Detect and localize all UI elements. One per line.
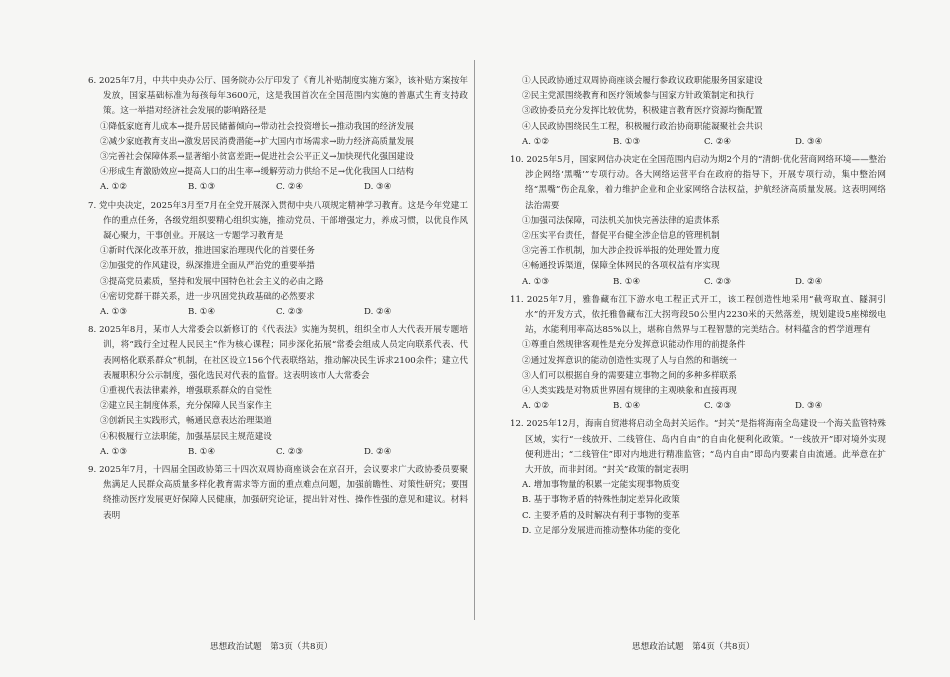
choice: D. ②④ bbox=[364, 307, 392, 318]
statement-item: ③创新民主实践形式，畅通民意表达治理渠道 bbox=[100, 416, 272, 427]
statement-item: ①人民政协通过双周协商座谈会履行参政议政职能服务国家建设 bbox=[522, 76, 763, 86]
answer-option: D. 立足部分发展进而推动整体功能的变化 bbox=[522, 525, 681, 536]
choice: D. ③④ bbox=[795, 401, 823, 412]
choice: C. ②④ bbox=[276, 182, 304, 193]
choice: C. ②③ bbox=[276, 307, 304, 318]
page-footer-right: 思想政治试题 第4页（共8页） bbox=[632, 642, 755, 652]
statement-item: ①降低家庭育儿成本→提升居民储蓄倾向→带动社会投资增长→推动我国的经济发展 bbox=[100, 121, 414, 132]
statement-item: ①加强司法保障，司法机关加快完善法律的追责体系 bbox=[522, 215, 720, 226]
statement-item: ③完善工作机制，加大涉企投诉举报的处理处置力度 bbox=[522, 246, 720, 257]
choice: D. ②④ bbox=[364, 446, 392, 457]
answer-option: B. 基于事物矛盾的特殊性制定差异化政策 bbox=[522, 495, 680, 506]
statement-item: ③政协委员充分发挥比较优势，积极建言教育医疗资源均衡配置 bbox=[522, 106, 763, 117]
question-6 bbox=[88, 74, 468, 196]
question-stem: 8. 2025年8月，某市人大常委会以新修订的《代表法》实施为契机，组织全市人大代表开展专题培训，将“践行全过程人民民主”作为核心课程；同步深化拓展“常委会组成人员定向联系代表、代表网格化联系群众”机制，在社区设立156个代表联络站，推动解决民生诉求2100余件；建立代表履职积分公示制度，强化选民对代表的监督。这表明该市人大常委会 bbox=[88, 325, 468, 381]
choice: D. ③④ bbox=[795, 136, 823, 147]
choice: B. ①④ bbox=[613, 401, 641, 412]
question-10 bbox=[510, 153, 886, 290]
choice: A. ①② bbox=[522, 136, 550, 147]
page-footer-left: 思想政治试题 第3页（共8页） bbox=[210, 642, 333, 652]
choice: C. ②④ bbox=[704, 136, 732, 147]
choice: B. ①④ bbox=[188, 446, 216, 457]
choice: B. ①③ bbox=[613, 136, 641, 147]
statement-item: ②建立民主制度体系，充分保障人民当家作主 bbox=[100, 401, 272, 412]
choice: A. ①② bbox=[100, 182, 128, 193]
right-column bbox=[510, 74, 886, 541]
choice: A. ①③ bbox=[100, 446, 128, 457]
statement-item: ①新时代深化改革开放，推进国家治理现代化的首要任务 bbox=[100, 246, 315, 257]
statement-item: ②减少家庭教育支出→激发居民消费潜能→扩大国内市场需求→助力经济高质量发展 bbox=[100, 136, 414, 147]
choice: C. ②③ bbox=[276, 446, 304, 457]
question-stem: 6. 2025年7月，中共中央办公厅、国务院办公厅印发了《育儿补贴制度实施方案》，该补贴方案按年发放，国家基础标准为每孩每年3600元，这是我国首次在全国范围内实施的普惠式生育支持政策。这一举措对经济社会发展的影响路径是 bbox=[88, 76, 468, 117]
question-12 bbox=[510, 417, 886, 539]
answer-choices bbox=[88, 445, 468, 460]
statement-item: ④积极履行立法职能，加强基层民主规范建设 bbox=[100, 431, 272, 442]
statement-item: ②压实平台责任，督促平台健全涉企信息的管理机制 bbox=[522, 231, 720, 242]
choice: C. ②③ bbox=[704, 401, 732, 412]
choice: C. ②③ bbox=[704, 276, 732, 287]
answer-choices bbox=[510, 275, 886, 290]
statement-item: ④畅通投诉渠道，保障全体网民的各项权益有序实现 bbox=[522, 261, 720, 272]
question-9 bbox=[88, 463, 468, 524]
statement-item: ④密切党群干群关系，进一步巩固党执政基础的必然要求 bbox=[100, 291, 315, 302]
choice: A. ①③ bbox=[100, 307, 128, 318]
choice: D. ③④ bbox=[364, 182, 392, 193]
question-stem: 10. 2025年5月，国家网信办决定在全国范围内启动为期2个月的“清朗·优化营商网络环境——整治涉企网络‘黑嘴’”专项行动。各大网络运营平台在政府的指导下，开展专项行动，集中整治网络“黑嘴”伤企乱象，着力维护企业和企业家网络合法权益，护航经济高质量发展。这表明网络法治需要 bbox=[510, 155, 886, 211]
statement-item: ④人民政协围绕民生工程，积极履行政治协商职能凝聚社会共识 bbox=[522, 121, 763, 132]
answer-option: A. 增加事物量的积累一定能实现事物质变 bbox=[522, 480, 680, 491]
statement-item: ④形成生育激励效应→提高人口的出生率→缓解劳动力供给不足→优化我国人口结构 bbox=[100, 167, 414, 178]
answer-option: C. 主要矛盾的及时解决有利于事物的变革 bbox=[522, 510, 680, 521]
column-divider bbox=[474, 60, 475, 620]
statement-item: ①尊重自然规律客观性是充分发挥意识能动作用的前提条件 bbox=[522, 340, 746, 351]
choice: A. ①③ bbox=[522, 276, 550, 287]
statement-item: ②民主党派围绕教育和医疗领域参与国家方针政策制定和执行 bbox=[522, 91, 755, 102]
question-stem: 12. 2025年12月，海南自贸港将启动全岛封关运作。“封关”是指将海南全岛建设一个海关监管特殊区域，实行“一线放开、二线管住、岛内自由”的自由化便利化政策。“一线放开”即对境外实现便利进出；“二线管住”即对内地进行精准监管；“岛内自由”即岛内要素自由流通。此举意在扩大开放，而非封闭。“封关”政策的制定表明 bbox=[510, 419, 886, 476]
answer-choices bbox=[88, 305, 468, 320]
answer-choices bbox=[510, 399, 886, 414]
question-stem: 9. 2025年7月，十四届全国政协第三十四次双周协商座谈会在京召开，会议要求广大政协委员要聚焦满足人民群众高质量多样化教育需求等方面的重点难点问题，加强前瞻性、对策性研究；要围绕推动医疗发展更好保障人民健康，加强研究论证，提出针对性、操作性强的意见和建议。材料表明 bbox=[88, 465, 468, 521]
answer-choices bbox=[510, 135, 886, 150]
question-7 bbox=[88, 199, 468, 321]
statement-item: ③人们可以根据自身的需要建立事物之间的多种多样联系 bbox=[522, 370, 737, 381]
choice: D. ②④ bbox=[795, 276, 823, 287]
question-8 bbox=[88, 323, 468, 460]
choice: B. ①④ bbox=[613, 276, 641, 287]
question-9-continued bbox=[510, 74, 886, 150]
question-stem: 7. 党中央决定，2025年3月至7月在全党开展深入贯彻中央八项规定精神学习教育。这是今年党建工作的重点任务，各级党组织要精心组织实施，推动党员、干部增强定力，养成习惯，以优良作风凝心聚力，干事创业。开展这一专题学习教育是 bbox=[88, 200, 468, 242]
choice: B. ①④ bbox=[188, 307, 216, 318]
statement-item: ④人类实践是对物质世界固有规律的主观映象和直接再现 bbox=[522, 386, 737, 397]
answer-choices bbox=[88, 180, 468, 195]
choice: B. ①③ bbox=[188, 182, 216, 193]
statement-item: ②加强党的作风建设，纵深推进全面从严治党的重要举措 bbox=[100, 261, 315, 272]
statement-item: ③提高党员素质，坚持和发展中国特色社会主义的必由之路 bbox=[100, 276, 324, 287]
left-column bbox=[88, 74, 468, 526]
statement-item: ③完善社会保障体系→显著缩小贫富差距→促进社会公平正义→加快现代化强国建设 bbox=[100, 152, 414, 163]
choice: A. ①② bbox=[522, 401, 550, 412]
statement-item: ②通过发挥意识的能动创造性实现了人与自然的和谐统一 bbox=[522, 355, 737, 366]
statement-item: ①重视代表法律素养，增强联系群众的自觉性 bbox=[100, 386, 272, 397]
question-11 bbox=[510, 293, 886, 415]
question-stem: 11. 2025年7月，雅鲁藏布江下游水电工程正式开工，该工程创造性地采用“截弯取直、隧洞引水”的开发方式，依托雅鲁藏布江大拐弯段50公里内2230米的天然落差，规划建设5座梯级电站，水能利用率高达85%以上，堪称自然界与工程智慧的完美结合。材料蕴含的哲学道理有 bbox=[510, 294, 886, 336]
